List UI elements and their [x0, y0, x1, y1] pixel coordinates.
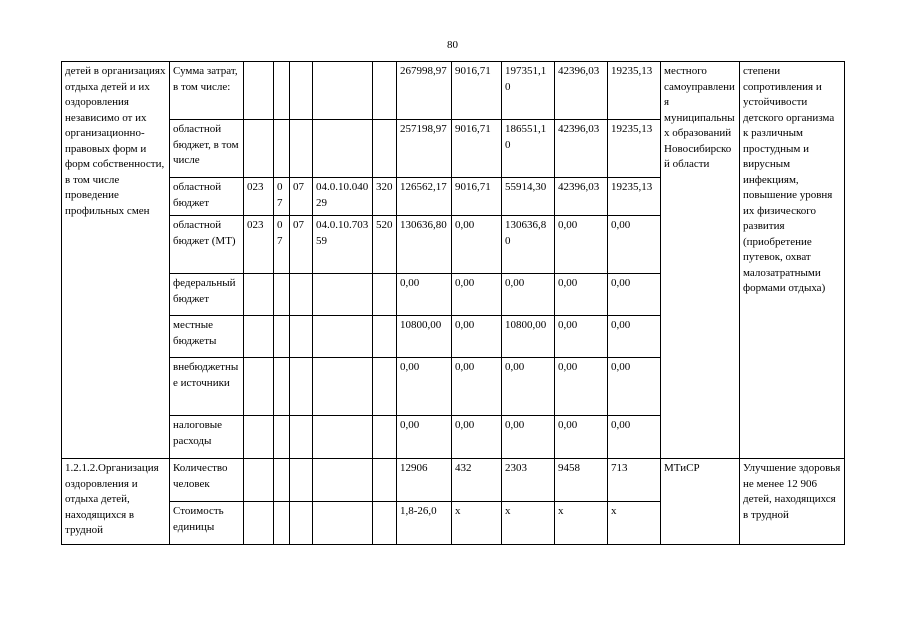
value-cell: х	[608, 502, 661, 545]
funding-source-cell: внебюджетные источники	[170, 358, 244, 416]
value-cell: х	[555, 502, 608, 545]
value-cell: 0,00	[452, 358, 502, 416]
vr-cell	[373, 459, 397, 502]
csr-cell: 04.0.10.04029	[313, 178, 373, 216]
funding-source-cell: Сумма затрат, в том числе:	[170, 62, 244, 120]
pr-cell	[290, 120, 313, 178]
grbs-cell: 023	[244, 178, 274, 216]
budget-table	[61, 61, 845, 545]
page-number: 80	[447, 39, 458, 51]
executor-cell: местного самоуправления муниципальных образований Новосибирской области	[661, 62, 740, 459]
vr-cell: 320	[373, 178, 397, 216]
value-total-cell: 0,00	[397, 358, 452, 416]
rz-cell	[274, 358, 290, 416]
pr-cell	[290, 316, 313, 358]
value-cell: 0,00	[502, 416, 555, 459]
csr-cell	[313, 416, 373, 459]
rz-cell	[274, 459, 290, 502]
csr-cell	[313, 62, 373, 120]
value-cell: 0,00	[555, 216, 608, 274]
value-cell: 0,00	[608, 216, 661, 274]
rz-cell: 07	[274, 216, 290, 274]
value-cell: 0,00	[608, 316, 661, 358]
value-cell: 9016,71	[452, 178, 502, 216]
rz-cell	[274, 62, 290, 120]
grbs-cell	[244, 62, 274, 120]
value-cell: 0,00	[608, 274, 661, 316]
value-cell: 0,00	[452, 416, 502, 459]
funding-source-cell: областной бюджет (МТ)	[170, 216, 244, 274]
rz-cell	[274, 416, 290, 459]
csr-cell	[313, 316, 373, 358]
funding-source-cell: областной бюджет	[170, 178, 244, 216]
value-total-cell: 257198,97	[397, 120, 452, 178]
value-cell: 19235,13	[608, 178, 661, 216]
activity-description-cell: 1.2.1.2.Организация оздоровления и отдыха детей, находящихся в трудной	[62, 459, 170, 545]
value-cell: 2303	[502, 459, 555, 502]
value-cell: 9016,71	[452, 120, 502, 178]
activity-description-cell: детей в организациях отдыха детей и их оздоровления независимо от их организационно-правовых форм и форм собственности, в том числе проведение профильных смен	[62, 62, 170, 459]
value-cell: 42396,03	[555, 62, 608, 120]
value-cell: 0,00	[555, 274, 608, 316]
value-cell: 0,00	[452, 316, 502, 358]
value-cell: 19235,13	[608, 120, 661, 178]
value-cell: 186551,10	[502, 120, 555, 178]
csr-cell	[313, 274, 373, 316]
grbs-cell	[244, 459, 274, 502]
value-cell: 432	[452, 459, 502, 502]
value-cell: 9016,71	[452, 62, 502, 120]
pr-cell	[290, 416, 313, 459]
funding-source-cell: налоговые расходы	[170, 416, 244, 459]
funding-source-cell: Стоимость единицы	[170, 502, 244, 545]
grbs-cell	[244, 358, 274, 416]
rz-cell	[274, 274, 290, 316]
pr-cell: 07	[290, 178, 313, 216]
value-cell: х	[502, 502, 555, 545]
value-cell: 19235,13	[608, 62, 661, 120]
grbs-cell	[244, 316, 274, 358]
vr-cell	[373, 316, 397, 358]
value-cell: 0,00	[555, 316, 608, 358]
csr-cell	[313, 459, 373, 502]
grbs-cell	[244, 274, 274, 316]
executor-cell: МТиСР	[661, 459, 740, 545]
value-cell: 130636,80	[502, 216, 555, 274]
value-cell: 0,00	[452, 274, 502, 316]
table-row	[62, 62, 845, 120]
funding-source-cell: местные бюджеты	[170, 316, 244, 358]
value-cell: х	[452, 502, 502, 545]
vr-cell	[373, 62, 397, 120]
expected-result-cell: степени сопротивления и устойчивости детского организма к различным простудным и вирусным инфекциям, повышение уровня их физического развития (приобретение путевок, охват малозатратными формами отдыха)	[740, 62, 845, 459]
rz-cell	[274, 316, 290, 358]
value-total-cell: 12906	[397, 459, 452, 502]
value-cell: 0,00	[608, 416, 661, 459]
expected-result-cell: Улучшение здоровья не менее 12 906 детей, находящихся в трудной	[740, 459, 845, 545]
value-cell: 0,00	[555, 358, 608, 416]
grbs-cell	[244, 120, 274, 178]
value-cell: 42396,03	[555, 120, 608, 178]
value-total-cell: 267998,97	[397, 62, 452, 120]
grbs-cell: 023	[244, 216, 274, 274]
value-cell: 713	[608, 459, 661, 502]
value-cell: 0,00	[452, 216, 502, 274]
value-total-cell: 0,00	[397, 274, 452, 316]
value-total-cell: 126562,17	[397, 178, 452, 216]
value-cell: 42396,03	[555, 178, 608, 216]
grbs-cell	[244, 502, 274, 545]
value-cell: 55914,30	[502, 178, 555, 216]
csr-cell: 04.0.10.70359	[313, 216, 373, 274]
vr-cell	[373, 358, 397, 416]
funding-source-cell: областной бюджет, в том числе	[170, 120, 244, 178]
value-cell: 0,00	[608, 358, 661, 416]
value-total-cell: 130636,80	[397, 216, 452, 274]
vr-cell	[373, 416, 397, 459]
pr-cell: 07	[290, 216, 313, 274]
pr-cell	[290, 502, 313, 545]
csr-cell	[313, 120, 373, 178]
csr-cell	[313, 358, 373, 416]
value-cell: 0,00	[555, 416, 608, 459]
grbs-cell	[244, 416, 274, 459]
rz-cell	[274, 502, 290, 545]
table-row	[62, 459, 845, 502]
vr-cell	[373, 502, 397, 545]
value-cell: 9458	[555, 459, 608, 502]
value-cell: 197351,10	[502, 62, 555, 120]
pr-cell	[290, 459, 313, 502]
funding-source-cell: федеральный бюджет	[170, 274, 244, 316]
pr-cell	[290, 62, 313, 120]
value-cell: 0,00	[502, 358, 555, 416]
value-cell: 10800,00	[502, 316, 555, 358]
csr-cell	[313, 502, 373, 545]
value-total-cell: 10800,00	[397, 316, 452, 358]
value-total-cell: 1,8-26,0	[397, 502, 452, 545]
funding-source-cell: Количество человек	[170, 459, 244, 502]
pr-cell	[290, 358, 313, 416]
vr-cell	[373, 120, 397, 178]
vr-cell: 520	[373, 216, 397, 274]
rz-cell: 07	[274, 178, 290, 216]
value-cell: 0,00	[502, 274, 555, 316]
pr-cell	[290, 274, 313, 316]
vr-cell	[373, 274, 397, 316]
value-total-cell: 0,00	[397, 416, 452, 459]
rz-cell	[274, 120, 290, 178]
